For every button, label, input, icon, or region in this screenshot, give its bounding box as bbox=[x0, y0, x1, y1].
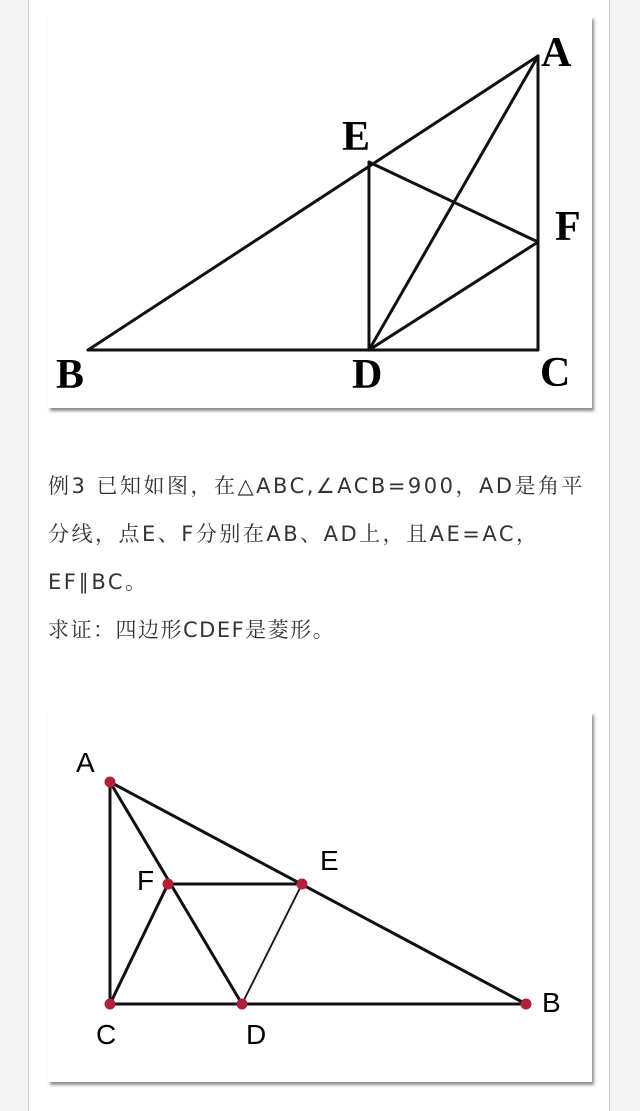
figure-1-svg bbox=[48, 16, 592, 408]
segment-ED bbox=[242, 884, 302, 1004]
figure-1-lines bbox=[88, 56, 538, 350]
segment-AD bbox=[110, 782, 242, 1004]
point-F bbox=[163, 879, 174, 890]
point-D bbox=[237, 999, 248, 1010]
segment-AB bbox=[110, 782, 526, 1004]
geometry-figure-1 bbox=[48, 16, 592, 408]
segment-DA bbox=[369, 56, 538, 350]
figure-2-lines bbox=[110, 782, 526, 1004]
label-F: F bbox=[137, 865, 155, 896]
label-F: F bbox=[555, 204, 581, 250]
figure-2-svg bbox=[48, 712, 592, 1082]
point-A bbox=[105, 777, 116, 788]
label-B: B bbox=[542, 987, 561, 1018]
label-C: C bbox=[96, 1019, 117, 1050]
label-E: E bbox=[320, 845, 339, 876]
label-E: E bbox=[342, 114, 371, 160]
point-E bbox=[297, 879, 308, 890]
geometry-figure-2 bbox=[48, 712, 592, 1082]
label-A: A bbox=[76, 747, 95, 778]
label-A: A bbox=[541, 30, 572, 76]
label-D: D bbox=[352, 352, 383, 398]
segment-DF bbox=[369, 242, 538, 350]
problem-statement: 例3 已知如图，在△ABC,∠ACB=900，AD是角平分线，点E、F分别在AB、AD上，且AE=AC，EF∥BC。 bbox=[48, 474, 586, 594]
label-C: C bbox=[540, 350, 571, 396]
proof-goal: 求证：四边形CDEF是菱形。 bbox=[48, 618, 336, 642]
point-C bbox=[105, 999, 116, 1010]
label-B: B bbox=[56, 352, 85, 398]
point-B bbox=[521, 999, 532, 1010]
segment-FC bbox=[110, 884, 168, 1004]
segment-BA bbox=[88, 56, 538, 350]
label-D: D bbox=[246, 1019, 267, 1050]
